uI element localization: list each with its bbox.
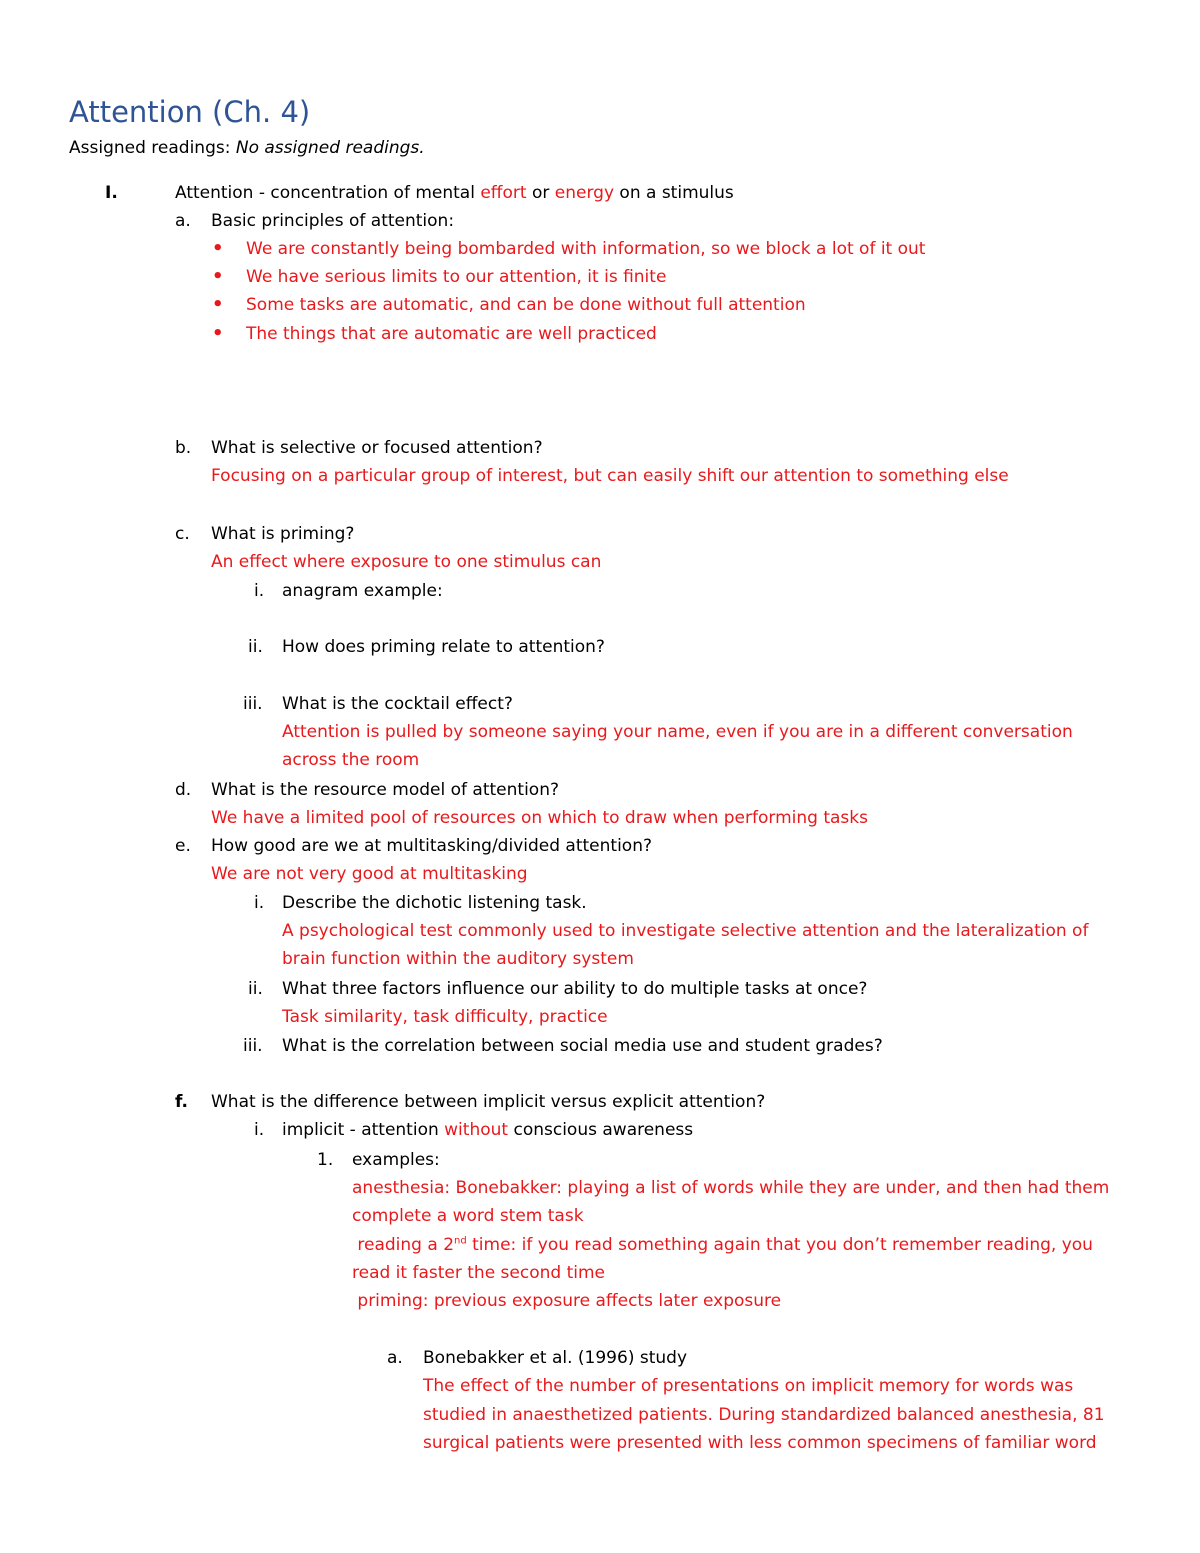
section-I-text: Attention - concentration of mental — [175, 183, 481, 203]
numbered-1-text: examples: — [352, 1150, 440, 1170]
example-reading-tail: time: if you read something again that you don’t remember reading, you — [466, 1235, 1093, 1255]
bullet-item: The things that are automatic are well practiced — [246, 324, 657, 344]
item-b-question: What is selective or focused attention? — [211, 438, 543, 458]
bullet-dot: • — [212, 323, 224, 344]
subitem-e-i-text: Describe the dichotic listening task. — [282, 893, 587, 913]
subitem-marker-e-ii: ii. — [248, 979, 263, 999]
subitem-marker-c-ii: ii. — [248, 637, 263, 657]
subitem-c-ii-text: How does priming relate to attention? — [282, 637, 605, 657]
subitem-e-i-answer-line2: brain function within the auditory system — [282, 949, 634, 969]
study-line: surgical patients were presented with less common specimens of familiar word — [423, 1433, 1097, 1453]
bullet-dot: • — [212, 266, 224, 287]
item-marker-e: e. — [175, 836, 191, 856]
assigned-label: Assigned readings: — [69, 138, 236, 158]
subitem-e-iii-text: What is the correlation between social media use and student grades? — [282, 1036, 883, 1056]
item-c-answer: An effect where exposure to one stimulus can — [211, 552, 602, 572]
bullet-dot: • — [212, 238, 224, 259]
item-marker-f: f. — [175, 1092, 188, 1112]
item-d-question: What is the resource model of attention? — [211, 780, 559, 800]
section-marker-I: I. — [105, 183, 118, 203]
example-line: read it faster the second time — [352, 1263, 605, 1283]
item-a-question: Basic principles of attention: — [211, 211, 455, 231]
subitem-marker-f-i: i. — [254, 1120, 265, 1140]
item-marker-d: d. — [175, 780, 192, 800]
subitem-c-i-text: anagram example: — [282, 581, 443, 601]
item-marker-b: b. — [175, 438, 192, 458]
item-e-question: How good are we at multitasking/divided attention? — [211, 836, 652, 856]
without-word: without — [444, 1120, 509, 1140]
section-I-heading — [175, 179, 734, 207]
subsub-marker-a: a. — [387, 1348, 403, 1368]
item-d-answer: We have a limited pool of resources on which to draw when performing tasks — [211, 808, 868, 828]
item-f-question: What is the difference between implicit versus explicit attention? — [211, 1092, 766, 1112]
ordinal-suffix: nd — [454, 1235, 467, 1247]
subitem-c-iii-answer-line1: Attention is pulled by someone saying your name, even if you are in a different conversation — [282, 722, 1073, 742]
subitem-marker-e-iii: iii. — [243, 1036, 263, 1056]
subsub-a-text: Bonebakker et al. (1996) study — [423, 1348, 687, 1368]
subitem-marker-c-i: i. — [254, 581, 265, 601]
subitem-marker-c-iii: iii. — [243, 694, 263, 714]
implicit-tail: conscious awareness — [508, 1120, 694, 1140]
effort-word: effort — [480, 183, 527, 203]
bullet-item: We are constantly being bombarded with information, so we block a lot of it out — [246, 239, 926, 259]
page-title: Attention (Ch. 4) — [69, 95, 311, 129]
energy-word: energy — [554, 183, 615, 203]
study-line: The effect of the number of presentations on implicit memory for words was — [423, 1376, 1074, 1396]
implicit-text: implicit - attention — [282, 1120, 445, 1140]
item-b-answer: Focusing on a particular group of interest, but can easily shift our attention to something else — [211, 466, 1009, 486]
bullet-item: Some tasks are automatic, and can be done without full attention — [246, 295, 806, 315]
subitem-c-iii-text: What is the cocktail effect? — [282, 694, 513, 714]
assigned-readings — [69, 134, 425, 162]
subitem-marker-e-i: i. — [254, 893, 265, 913]
study-line: studied in anaesthetized patients. During standardized balanced anesthesia, 81 — [423, 1405, 1105, 1425]
example-line: priming: previous exposure affects later exposure — [352, 1291, 782, 1311]
example-reading-text: reading a 2 — [352, 1235, 455, 1255]
bullet-item: We have serious limits to our attention, it is finite — [246, 267, 667, 287]
subitem-c-iii-answer-line2: across the room — [282, 750, 420, 770]
item-c-question: What is priming? — [211, 524, 355, 544]
section-I-or: or — [526, 183, 555, 203]
item-marker-a: a. — [175, 211, 191, 231]
assigned-value: No assigned readings. — [235, 138, 425, 158]
example-line: complete a word stem task — [352, 1206, 584, 1226]
subitem-e-i-answer-line1: A psychological test commonly used to investigate selective attention and the lateralization of — [282, 921, 1089, 941]
section-I-tail: on a stimulus — [614, 183, 734, 203]
subitem-e-ii-answer: Task similarity, task difficulty, practice — [282, 1007, 608, 1027]
subitem-f-i-text — [282, 1116, 693, 1144]
bullet-dot: • — [212, 294, 224, 315]
example-line: anesthesia: Bonebakker: playing a list of words while they are under, and then had them — [352, 1178, 1110, 1198]
numbered-marker-1: 1. — [317, 1150, 334, 1170]
subitem-e-ii-text: What three factors influence our ability to do multiple tasks at once? — [282, 979, 868, 999]
example-line — [352, 1231, 1093, 1259]
item-e-answer: We are not very good at multitasking — [211, 864, 528, 884]
item-marker-c: c. — [175, 524, 190, 544]
